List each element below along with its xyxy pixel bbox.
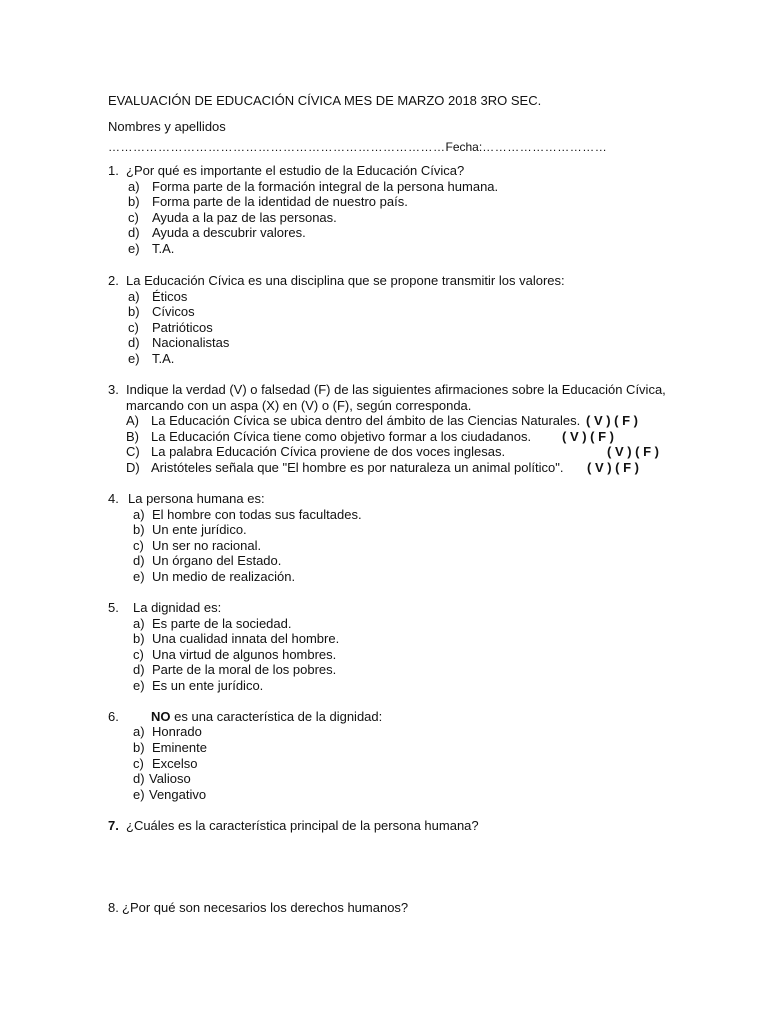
q5-option-text: Una virtud de algunos hombres.: [152, 647, 337, 662]
q5-option-text: Es parte de la sociedad.: [152, 616, 292, 631]
q1-option-text: Forma parte de la formación integral de la persona humana.: [152, 179, 499, 194]
question-6-text: [151, 709, 382, 725]
q4-option-text: Un ser no racional.: [152, 538, 262, 553]
q4-option-text: El hombre con todas sus facultades.: [152, 507, 362, 522]
q1-option-text: Ayuda a descubrir valores.: [152, 225, 306, 240]
q1-option-letter: c): [128, 210, 139, 225]
q1-option-text: T.A.: [152, 241, 175, 256]
question-4-number: 4.: [108, 491, 119, 506]
question-3-text-line2: marcando con un aspa (X) en (V) o (F), según corresponda.: [126, 398, 472, 413]
q3-item-text: La Educación Cívica tiene como objetivo formar a los ciudadanos.: [151, 429, 532, 444]
q5-option-text: Parte de la moral de los pobres.: [152, 662, 337, 677]
question-3-number: 3.: [108, 382, 119, 397]
question-2-number: 2.: [108, 273, 119, 288]
q6-option-letter: e): [133, 787, 145, 802]
q6-option-text: Excelso: [152, 756, 198, 771]
question-7-text: ¿Cuáles es la característica principal de la persona humana?: [126, 818, 479, 833]
q3-item-text: La palabra Educación Cívica proviene de dos voces inglesas.: [151, 444, 506, 459]
q2-option-letter: e): [128, 351, 140, 366]
q4-option-letter: a): [133, 507, 145, 522]
q3-item-text: La Educación Cívica se ubica dentro del ámbito de las Ciencias Naturales.: [151, 413, 581, 428]
q2-option-letter: a): [128, 289, 140, 304]
q2-option-letter: d): [128, 335, 140, 350]
q3-item-letter: A): [126, 413, 139, 428]
q4-option-letter: e): [133, 569, 145, 584]
q6-option-text: Eminente: [152, 740, 207, 755]
q5-option-letter: e): [133, 678, 145, 693]
q4-option-text: Un órgano del Estado.: [152, 553, 282, 568]
q6-option-letter: a): [133, 724, 145, 739]
question-7-number: 7.: [108, 818, 119, 833]
question-2-text: La Educación Cívica es una disciplina que se propone transmitir los valores:: [126, 273, 565, 288]
q3-true-false-mark: ( V ) ( F ): [587, 460, 639, 475]
q5-option-text: Es un ente jurídico.: [152, 678, 264, 693]
question-6-number: 6.: [108, 709, 119, 724]
q2-option-letter: c): [128, 320, 139, 335]
q1-option-letter: e): [128, 241, 140, 256]
q3-true-false-mark: ( V ) ( F ): [586, 413, 638, 428]
question-8-number: 8.: [108, 900, 119, 915]
q6-option-letter: b): [133, 740, 145, 755]
date-dots: …………………………: [482, 140, 608, 154]
q5-option-letter: a): [133, 616, 145, 631]
exam-title: EVALUACIÓN DE EDUCACIÓN CÍVICA MES DE MARZO 2018 3RO SEC.: [108, 93, 542, 108]
q1-option-text: Ayuda a la paz de las personas.: [152, 210, 337, 225]
names-label: Nombres y apellidos: [108, 119, 226, 134]
question-1-number: 1.: [108, 163, 119, 178]
question-5-number: 5.: [108, 600, 119, 615]
q4-option-text: Un medio de realización.: [152, 569, 296, 584]
q2-option-text: Cívicos: [152, 304, 195, 319]
question-3-text: Indique la verdad (V) o falsedad (F) de las siguientes afirmaciones sobre la Educación Cívica,: [126, 382, 666, 397]
name-dots: ………………………………………………………………………: [108, 140, 446, 154]
q4-option-letter: b): [133, 522, 145, 537]
q5-option-letter: c): [133, 647, 144, 662]
q6-option-letter: c): [133, 756, 144, 771]
question-6-body: es una característica de la dignidad:: [174, 709, 383, 724]
name-date-line: [108, 139, 607, 155]
q5-option-letter: b): [133, 631, 145, 646]
q1-option-letter: d): [128, 225, 140, 240]
q4-option-letter: c): [133, 538, 144, 553]
q6-option-letter: d): [133, 771, 145, 786]
q3-item-letter: B): [126, 429, 139, 444]
question-1-text: ¿Por qué es importante el estudio de la Educación Cívica?: [126, 163, 465, 178]
q3-item-letter: D): [126, 460, 140, 475]
date-label: Fecha:: [445, 140, 483, 154]
q6-option-text: Honrado: [152, 724, 202, 739]
q2-option-text: T.A.: [152, 351, 175, 366]
q2-option-text: Patrióticos: [152, 320, 213, 335]
q4-option-text: Un ente jurídico.: [152, 522, 247, 537]
q5-option-text: Una cualidad innata del hombre.: [152, 631, 340, 646]
question-4-text: La persona humana es:: [128, 491, 265, 506]
q6-option-text: Vengativo: [149, 787, 207, 802]
q5-option-letter: d): [133, 662, 145, 677]
q1-option-text: Forma parte de la identidad de nuestro país.: [152, 194, 408, 209]
q1-option-letter: b): [128, 194, 140, 209]
q6-option-text: Valioso: [149, 771, 191, 786]
q2-option-text: Éticos: [152, 289, 188, 304]
q3-item-text: Aristóteles señala que "El hombre es por naturaleza un animal político".: [151, 460, 564, 475]
question-8-text: ¿Por qué son necesarios los derechos humanos?: [122, 900, 409, 915]
q3-true-false-mark: ( V ) ( F ): [607, 444, 659, 459]
q4-option-letter: d): [133, 553, 145, 568]
question-6-emphasis: NO: [151, 709, 171, 724]
q1-option-letter: a): [128, 179, 140, 194]
question-5-text: La dignidad es:: [133, 600, 222, 615]
q3-true-false-mark: ( V ) ( F ): [562, 429, 614, 444]
q2-option-text: Nacionalistas: [152, 335, 230, 350]
q3-item-letter: C): [126, 444, 140, 459]
q2-option-letter: b): [128, 304, 140, 319]
